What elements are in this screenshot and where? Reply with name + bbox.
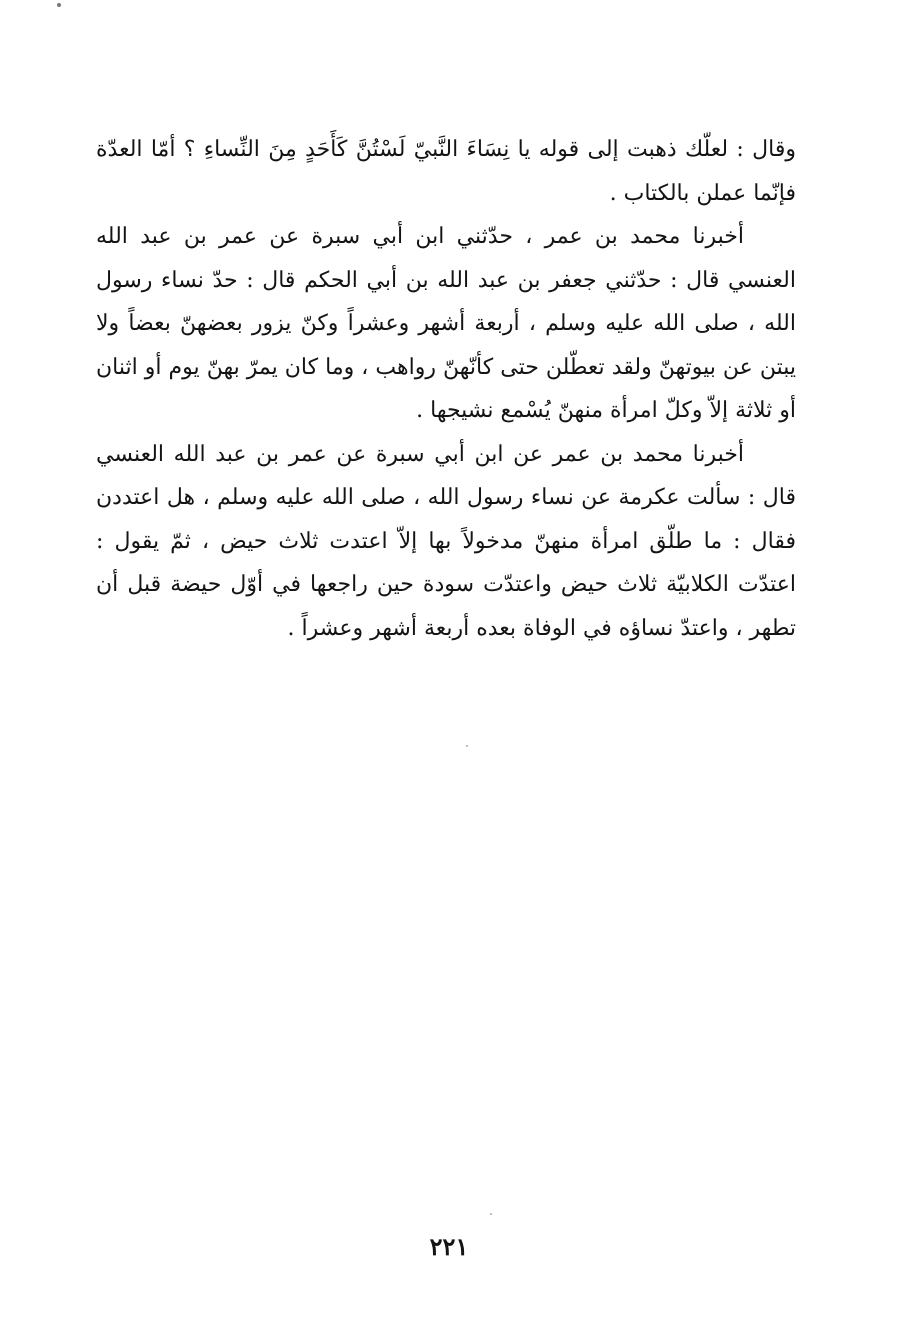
body-text [96, 128, 796, 650]
scan-speck [57, 3, 61, 7]
page-number: ٢٢١ [429, 1232, 469, 1261]
paragraph-1: وقال : لعلّك ذهبت إلى قوله يا نِسَاءَ النَّبيّ لَسْتُنَّ كَأَحَدٍ مِنَ النِّساءِ ؟ أمّا العدّة فإنّما عملن بالكتاب . [96, 137, 796, 206]
scan-speck [466, 745, 468, 747]
paragraph-2: أخبرنا محمد بن عمر ، حدّثني ابن أبي سبرة عن عمر بن عبد الله العنسي قال : حدّثني جعفر بن عبد الله بن أبي الحكم قال : حدّ نساء رسول الله ، صلى الله عليه وسلم ، أربعة أشهر وعشراً وكنّ يزور بعضهنّ بعضاً ولا يبتن عن بيوتهنّ ولقد تعطّلن حتى كأنّهنّ رواهب ، وما كان يمرّ بهنّ يوم أو اثنان أو ثلاثة إلاّ وكلّ امرأة منهنّ يُسْمع نشيجها . [96, 224, 796, 423]
paragraph-3: أخبرنا محمد بن عمر عن ابن أبي سبرة عن عمر بن عبد الله العنسي قال : سألت عكرمة عن نساء رسول الله ، صلى الله عليه وسلم ، هل اعتددن فقال : ما طلّق امرأة منهنّ مدخولاً بها إلاّ اعتدت ثلاث حيض ، ثمّ يقول : اعتدّت الكلابيّة ثلاث حيض واعتدّت سودة حين راجعها في أوّل حيضة قبل أن تطهر ، واعتدّ نساؤه في الوفاة بعده أربعة أشهر وعشراً . [96, 441, 796, 641]
scan-speck [490, 1213, 492, 1215]
